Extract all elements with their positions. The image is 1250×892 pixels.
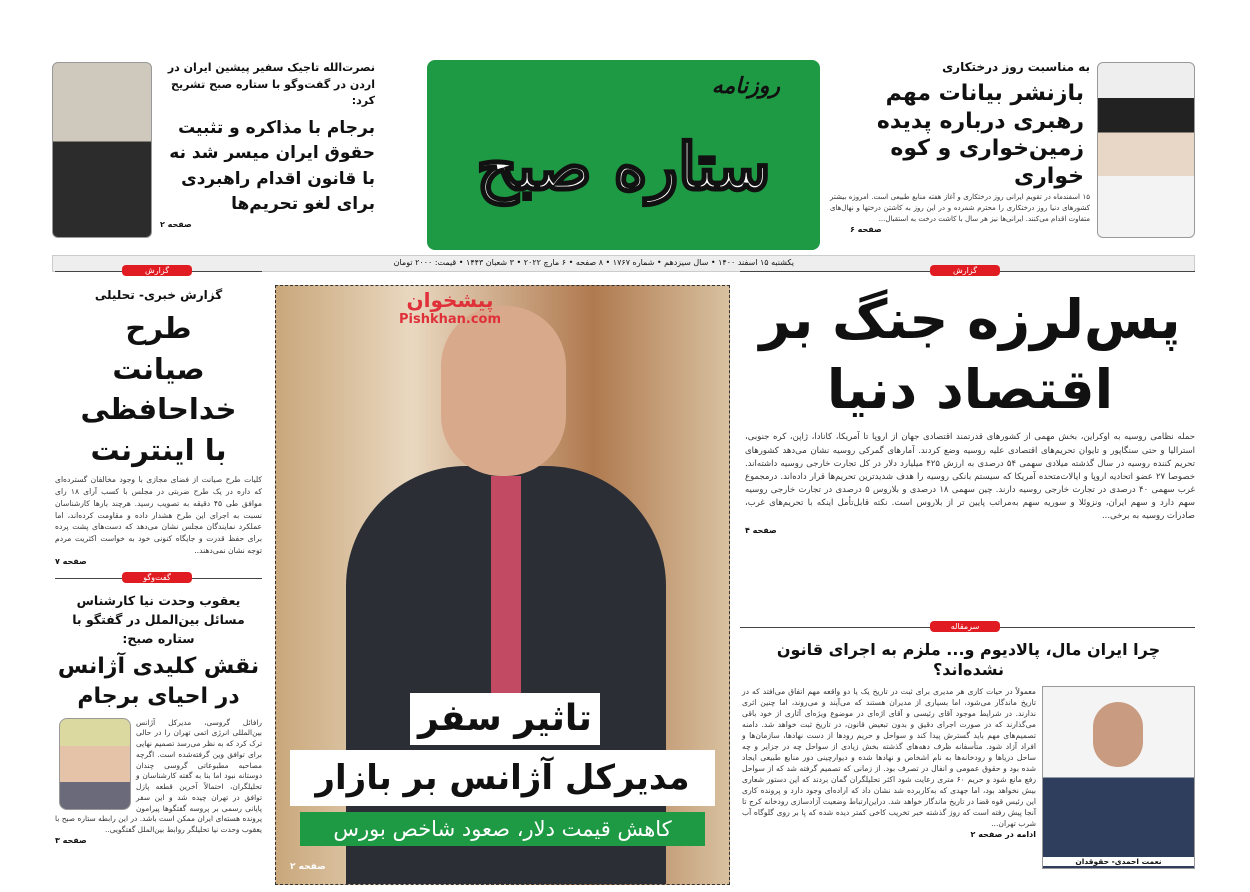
body: ۱۵ اسفندماه در تقویم ایرانی روز درختکاری و آغاز هفته منابع طبیعی است. امروزه بیشتر کشورهای دنیا روز درختکاری را محترم شمرده و در این روز به کاشتن درختها و نهال‌های متفاوت اقدام می‌کنند. ایرانی‌ها نیز هر سال با کاشت درخت به استقبال... xyxy=(830,193,1090,223)
photo-caption: نعمت احمدی- حقوقدان xyxy=(1043,857,1194,866)
ahmadi-photo xyxy=(1042,686,1195,869)
editorial-body: معمولاً در حیات کاری هر مدیری برای ثبت در تاریخ یک یا دو واقعه مهم اتفاق می‌افتد که در تاریخ ماندگار می‌شود، اما بسیاری از مدیران هستند که می‌آیند و می‌روند، اما چنین اثری ندارند. در شرایط موجود آقای رئیسی و آقای اژه‌ای در موضوع ویژه‌ای آثاری از خود باقی می‌گذارند که در صورت اجرای دقیق و بدون تبعیض قانون، در تاریخ ثبت خواهد شد. دامنه تصمیم‌های مهم باید گسترش پیدا کند و سواحل و حریم رودها از دست نهادها، سازمان‌ها و افراد آزاد شود. متأسفانه ظرف دهه‌های گذشته بخش زیادی از سواحل چه در جزایر و چه ساحل دریاها و رودخانه‌ها به نام اشخاص و نهادها شده و دیوارچینی دور منابع طبیعی ایجاد شده بود و حقوق عمومی و انفال در تصرف بود. از زمانی که تصمیم گرفته شد که از سواحل رفع مانع شود و حریم ۶۰ متری رعایت شود اکثر تحلیلگران گمان بردند که این دستور شعاری بیش نخواهد بود، اما جهدی که به‌کاربرده شد نشان داد که اراده‌ای وجود دارد و پرونده کاری این رئیس قوه قضا در تاریخ ماندگار خواهد شد. دراین‌ارتباط وضعیت آزادسازی رودخانه کرج تا آنجا پیش رفته است که روز گذشته خبر تخریب کاخی کمتر دیده شده که پا بر روی گلوگاه آب شرب تهران... xyxy=(742,687,1036,828)
left-interview-tag: گفت‌وگو xyxy=(122,572,192,583)
lead-story[interactable] xyxy=(745,285,1195,535)
center-headline-1: تاثیر سفر xyxy=(410,693,600,745)
lead-page-ref: صفحه ۴ xyxy=(745,525,777,535)
kicker: به مناسبت روز درختکاری xyxy=(942,60,1090,74)
lead-headline: پس‌لرزه جنگ بر اقتصاد دنیا xyxy=(759,288,1181,422)
center-page-ref: صفحه ۲ xyxy=(290,862,326,872)
editorial-story[interactable] xyxy=(742,640,1195,869)
kicker: نصرت‌الله تاجیک سفیر پیشین ایران در اردن در گفت‌وگو با ستاره صبح تشریح کرد: xyxy=(167,61,375,107)
page-ref: صفحه ۶ xyxy=(850,224,882,234)
editorial-headline: چرا ایران مال، پالادیوم و... ملزم به اجرای قانون نشده‌اند؟ xyxy=(776,640,1161,679)
left-report-story[interactable] xyxy=(55,288,262,566)
center-headline-2: مدیرکل آژانس بر بازار xyxy=(290,750,715,806)
leader-photo xyxy=(1097,62,1195,238)
watermark: پیشخوان Pishkhan.com xyxy=(398,288,502,327)
top-left-story[interactable] xyxy=(160,60,375,229)
left-report-tag: گزارش xyxy=(122,265,192,276)
center-subhead: کاهش قیمت دلار، صعود شاخص بورس xyxy=(300,812,705,846)
dateline: یکشنبه ۱۵ اسفند ۱۴۰۰ • سال سیزدهم • شماره ۱۷۶۷ • ۸ صفحه • ۶ مارچ ۲۰۲۲ • ۳ شعبان ۱۴۴۳ • قیمت: ۲۰۰۰ تومان xyxy=(52,255,1195,272)
editorial-page-ref: ادامه در صفحه ۲ xyxy=(970,830,1036,839)
top-right-story[interactable] xyxy=(830,60,1090,234)
body: کلیات طرح صیانت از فضای مجازی با وجود مخالفان گسترده‌ای که داره در یک طرح ضربتی در مجلس با کسب آرای ۱۸ رای موافق طی ۴۵ دقیقه به تصویب رسید. هرچند بارها کارشناسان نسبت به اجرای این طرح هشدار داده و مقاومت کرده‌اند، اما عملکرد نمایندگان مجلس نشان می‌دهد که دست‌های پشت پرده برای حفظ قدرت و جایگاه کنونی خود به خواست اکثریت مردم توجه نشان نمی‌دهند.. xyxy=(55,475,262,555)
page-ref: صفحه ۲ xyxy=(160,219,192,229)
kicker: یعقوب وحدت نیا کارشناس مسائل بین‌الملل در گفتگو با ستاره صبح: xyxy=(72,593,245,646)
page-ref: صفحه ۷ xyxy=(55,556,87,566)
vahdatnia-photo xyxy=(59,718,131,810)
editorial-tag: سرمقاله xyxy=(930,621,1000,632)
headline: نقش کلیدی آژانس در احیای برجام xyxy=(57,654,260,709)
lead-tag: گزارش xyxy=(930,265,1000,276)
lead-body: حمله نظامی روسیه به اوکراین، بخش مهمی از کشورهای قدرتمند اقتصادی جهان از اروپا تا آمریکا، کانادا، ژاپن، کره جنوبی، استرالیا و حتی سنگاپور و تایوان تحریم‌های اقتصادی علیه روسیه وضع کردند. آمارهای گمرکی روسیه نشان می‌دهد کشورهای تحریم کننده روسیه در سال گذشته میلادی سهمی ۵۴ درصدی به ارزش ۴۲۵ میلیارد دلار در کل تجارت خارجی روسیه داشته‌اند. خصوصا ۲۷ عضو اتحادیه اروپا و ایالات‌متحده آمریکا که سیستم بانکی روسیه را هدف شدیدترین تحریم‌ها قرار داده‌اند. درمجموع غرب سهمی ۴۰ درصدی در تجارت خارجی روسیه دارند. چین سهمی ۱۸ درصدی و بلاروس ۵ درصدی در تجارت خارجی روسیه سهم دارد و سهم ایران، ونزوئلا و سوریه سهم به‌مراتب پایین تر از بلاروس است. نکته قابل‌تأمل اینکه با تحریم‌های غرب، صادرات روسیه به برخی... xyxy=(745,432,1196,522)
headline: بازنشر بیانات مهم رهبری درباره پدیده زمین‌خواری و کوه خواری xyxy=(876,81,1084,189)
masthead-logo: ستاره صبح xyxy=(476,130,771,205)
headline: برجام با مذاکره و تثبیت حقوق ایران میسر شد نه با قانون اقدام راهبردی برای لغو تحریم‌ها xyxy=(169,117,375,214)
headline: طرح صیانت خداحافظی با اینترنت xyxy=(80,311,237,467)
masthead xyxy=(427,60,820,250)
left-interview-story[interactable] xyxy=(55,592,262,845)
left-interview-page-ref: صفحه ۳ xyxy=(55,835,87,845)
kicker: گزارش خبری- تحلیلی xyxy=(94,288,223,302)
left-interview-body: رافائل گروسی، مدیرکل آژانس بین‌المللی انرژی اتمی تهران را در حالی ترک کرد که به نظر می‌رسد تصمیم نهایی برای توافق وین گرفته‌شده است. اگرچه مصاحبه مطبوعاتی گروسی چندان دوستانه نبود اما بنا به گفته کارشناسان و تحلیلگران، احتمالاً آخرین قطعه پازل توافق در تهران چیده شد و این سفر پایانی رسمی بر پروسه گفتگوها پیرامون پرونده هسته‌ای ایران ممکن است باشد. در این رابطه ستاره صبح با یعقوب وحدت نیا تحلیلگر روابط بین‌الملل گفتگویی.. xyxy=(55,717,262,834)
tajik-photo xyxy=(52,62,152,238)
masthead-small: روزنامه xyxy=(711,74,780,99)
